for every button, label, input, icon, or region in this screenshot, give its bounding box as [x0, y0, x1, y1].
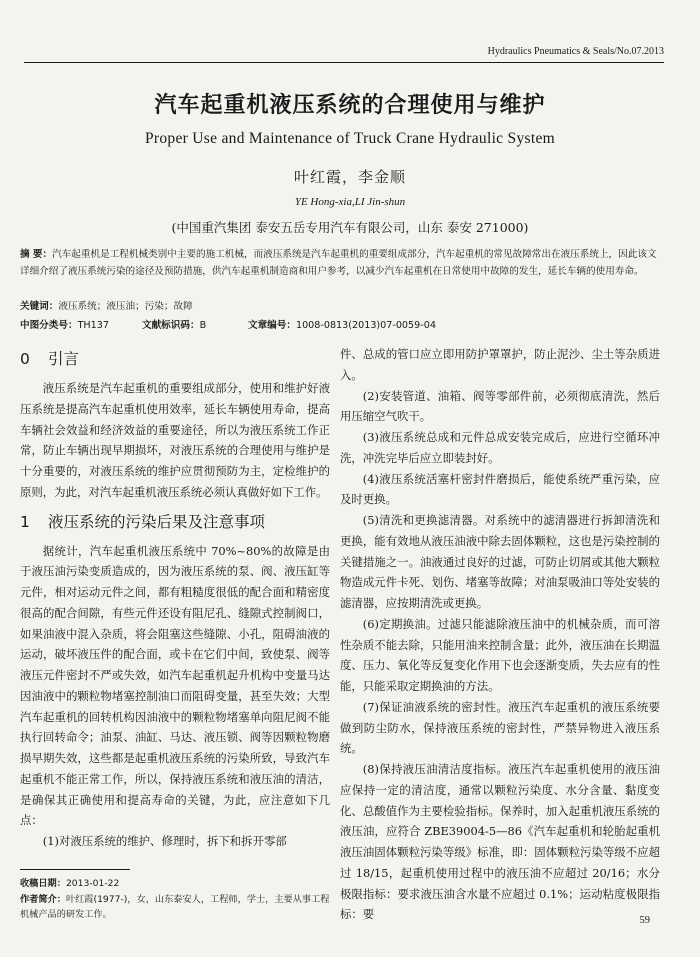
article-no-value: 1008-0813(2013)07-0059-04: [295, 320, 436, 331]
paragraph-item-2: (2)安装管道、油箱、阀等零部件前，必须彻底清洗，然后用压缩空气吹干。: [340, 388, 660, 424]
section-0-heading: [20, 346, 330, 372]
article-no-label: 文章编号：: [248, 320, 296, 331]
paragraph-item-1: (1)对液压系统的维护、修理时，拆下和拆开零部: [42, 834, 287, 848]
abstract: [20, 247, 664, 280]
classification-line: [20, 317, 664, 331]
author-bio-label: 作者简介：: [20, 893, 66, 905]
title-chinese: 汽车起重机液压系统的合理使用与维护: [154, 93, 546, 118]
paragraph-item-3: (3)液压系统总成和元件总成安装完成后，应进行空循环冲洗，冲洗完毕后应立即装封好。: [340, 430, 660, 465]
paragraph-statistics: 据统计，汽车起重机液压系统中 70%~80%的故障是由于液压油污染变质造成的，因为液压系统的泵、阀、液压缸等元件，相对运动元件之间，都有粗糙度很低的配合面和精密度很高的配合间隙，有些元件还设有阻尼孔、缝隙式控制阀口，如果油液中混入杂质，将会阻塞这些缝隙、小孔，阻碍油液的运动，破坏液压件的配合面，或卡在它们中间，致使泵、阀等液压元件密封不严或失效，如汽车起重机起升机构中变量马达因油液中的颗粒物堵塞控制油口而阻碍变量，甚至失效；大型汽车起重机的回转机构因油液中的颗粒物堵塞单向阻尼阀不能执行回转命令；油泵、油缸、马达、液压锁、阀等因颗粒物磨损早期失效，这些都是起重机液压系统的污染所致，导致汽车起重机不能正常工作，所以，保持液压系统和液压油的清洁，是确保其正确使用和提高寿命的关键，为此，应注意如下几点：: [20, 543, 330, 828]
authors-english: YE Hong-xia,LI Jin-shun: [294, 196, 406, 208]
section-number: 0: [20, 350, 30, 368]
section-1-heading: [20, 509, 330, 535]
section-number: 1: [20, 512, 30, 531]
clc-label: 中图分类号：: [20, 320, 78, 331]
paragraph-intro: 液压系统是汽车起重机的重要组成部分，使用和维护好液压系统是提高汽车起重机使用效率，延长车辆使用寿命，提高车辆社会效益和经济效益的重要途径，所以为液压系统工作正常，防止车辆出现早期损坏，对液压系统的合理使用与维护是十分重要的，对液压系统的维护应贯彻预防为主，定检维护的原则，为此，对汽车起重机液压系统必须认真做好如下工作。: [20, 381, 330, 499]
footnote-rule: [20, 869, 130, 870]
right-column: [340, 344, 660, 925]
clc-value: TH137: [77, 320, 109, 331]
left-column: [20, 344, 330, 852]
author-bio: 叶红霞(1977-)，女，山东泰安人，工程师，学士，主要从事工程机械产品的研发工作。: [20, 893, 330, 920]
paragraph-item-7: (7)保证油液系统的密封性。液压汽车起重机的液压系统要做到防尘防水，保持液压系统的密封性，严禁异物进入液压系统。: [340, 699, 660, 756]
paragraph-item-8: (8)保持液压油清洁度指标。液压汽车起重机使用的液压油应保持一定的清洁度，通常以颗粒污染度、水分含量、黏度变化、总酸值作为主要检验指标。保养时，加入起重机液压系统的液压油，应符合 ZBE39004-5—86《汽车起重机和轮胎起重机液压油固体颗粒污染等级》标准，即：固体颗粒污染等级不应超过 18/15，起重机使用过程中的液压油不应超过 20/16；水分极限指标：要求液压油含水量不应超过 0.1%；运动粘度极限指标：要: [340, 762, 660, 922]
affiliation: (中国重汽集团 泰安五岳专用汽车有限公司，山东 泰安 271000): [171, 220, 529, 235]
section-title: 引言: [48, 350, 80, 368]
paragraph-item-6: (6)定期换油。过滤只能滤除液压油中的机械杂质，而可溶性杂质不能去除，只能用油来控制含量；此外，液压油在长期温度、压力、氧化等反复变化作用下也会逐渐变质，失去应有的性能，只能采取定期换油的方法。: [340, 616, 660, 693]
authors-chinese: 叶红霞，李金顺: [293, 168, 406, 186]
keywords-label: 关键词：: [20, 301, 59, 312]
doc-code-value: B: [199, 320, 207, 331]
abstract-label: 摘 要：: [20, 249, 53, 260]
paragraph-item-4: (4)液压系统活塞杆密封件磨损后，能使系统严重污染，应及时更换。: [340, 471, 660, 507]
keywords: [20, 298, 664, 312]
title-english: Proper Use and Maintenance of Truck Crane Hydraulic System: [145, 130, 555, 147]
journal-name: Hydraulics Pneumatics & Seals/No.07.2013: [487, 46, 664, 57]
received-label: 收稿日期：: [20, 878, 66, 889]
page-header: [24, 0, 664, 66]
footnote: [20, 876, 330, 923]
paragraph-item-5: (5)清洗和更换滤清器。对系统中的滤清器进行拆卸清洗和更换，能有效地从液压油液中除去固体颗粒，这也是污染控制的关键措施之一。油液通过良好的过滤，可防止切屑或其他大颗粒物造成元件卡死、划伤、堵塞等故障；对油泵吸油口等处安装的滤清器，应按期清洗或更换。: [340, 513, 660, 610]
doc-code-label: 文献标识码：: [142, 320, 200, 331]
header-rule: [24, 62, 664, 63]
keywords-text: 液压系统；液压油；污染；故障: [58, 301, 193, 312]
page-number: 59: [639, 915, 650, 926]
section-title: 液压系统的污染后果及注意事项: [48, 512, 266, 531]
received-date: 2013-01-22: [65, 878, 120, 889]
paragraph-item-1-continued: 件、总成的管口应立即用防护罩罩护，防止泥沙、尘土等杂质进入。: [340, 347, 660, 382]
abstract-text: 汽车起重机是工程机械类别中主要的施工机械，而液压系统是汽车起重机的重要组成部分，汽车起重机的常见故障常出在液压系统上，因此该文详细介绍了液压系统污染的途径及预防措施，供汽车起重机制造商和用户参考，以减少汽车起重机在日常使用中故障的发生，延长车辆的使用寿命。: [20, 249, 657, 277]
